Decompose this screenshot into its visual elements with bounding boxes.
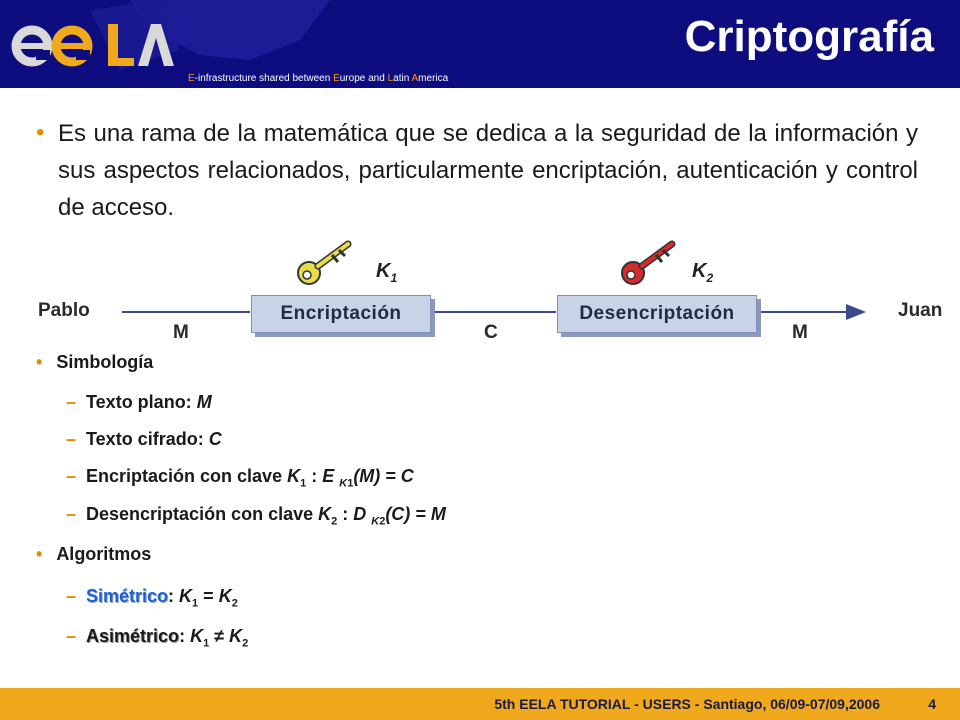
bullet-icon: • [36,544,43,564]
list-item-algoritmos: • Algoritmos [36,544,152,564]
bullet-icon: • [36,352,43,372]
page-number: 4 [928,696,936,712]
key-red-icon [622,244,672,284]
receiver-label: Juan [898,300,943,321]
key-yellow-icon [298,244,348,284]
sender-label: Pablo [38,300,90,321]
intro-text: Es una rama de la matemática que se dedica a la seguridad de la información y sus aspectos relacionados, particularmente encriptación, autenticación y control de acceso. [58,120,918,221]
ciphertext-label: C [484,322,498,343]
encryption-box: Encriptación [251,295,431,333]
key1-label: $K_1$ [376,260,398,285]
header-tagline: E-infrastructure shared between Europe and Latin America [188,73,449,84]
list-item-texto-cifrado: – Texto cifrado: C [66,429,222,449]
slide-title: Criptografía [684,12,934,61]
message-label-out: M [792,322,808,343]
bullet-icon: • [36,119,45,146]
slide-header [0,0,960,88]
list-item-desencriptacion: – Desencriptación con clave $K_2$ : D $_{K2}$(C) = M [66,504,446,528]
list-item-simetrico: – Simétrico: $K_1 = K_2$ [66,586,238,610]
message-label-in: M [173,322,189,343]
eela-logo [6,8,186,78]
key2-label: $K_2$ [692,260,714,285]
diagram-arrows [0,236,960,356]
list-item-asimetrico: – Asimétrico: $K_1 \ne K_2$ [66,626,249,650]
footer-text: 5th EELA TUTORIAL - USERS - Santiago, 06/09-07/09,2006 [494,696,880,712]
list-item-simbologia: • Simbología [36,352,154,372]
slide-footer [0,688,960,720]
list-item-encriptacion: – Encriptación con clave $K_1$ : E $_{K1}$(M) = C [66,466,414,490]
crypto-diagram [0,236,960,356]
decryption-box: Desencriptación [557,295,757,333]
intro-bullet [36,115,918,226]
list-item-texto-plano: – Texto plano: M [66,392,212,412]
